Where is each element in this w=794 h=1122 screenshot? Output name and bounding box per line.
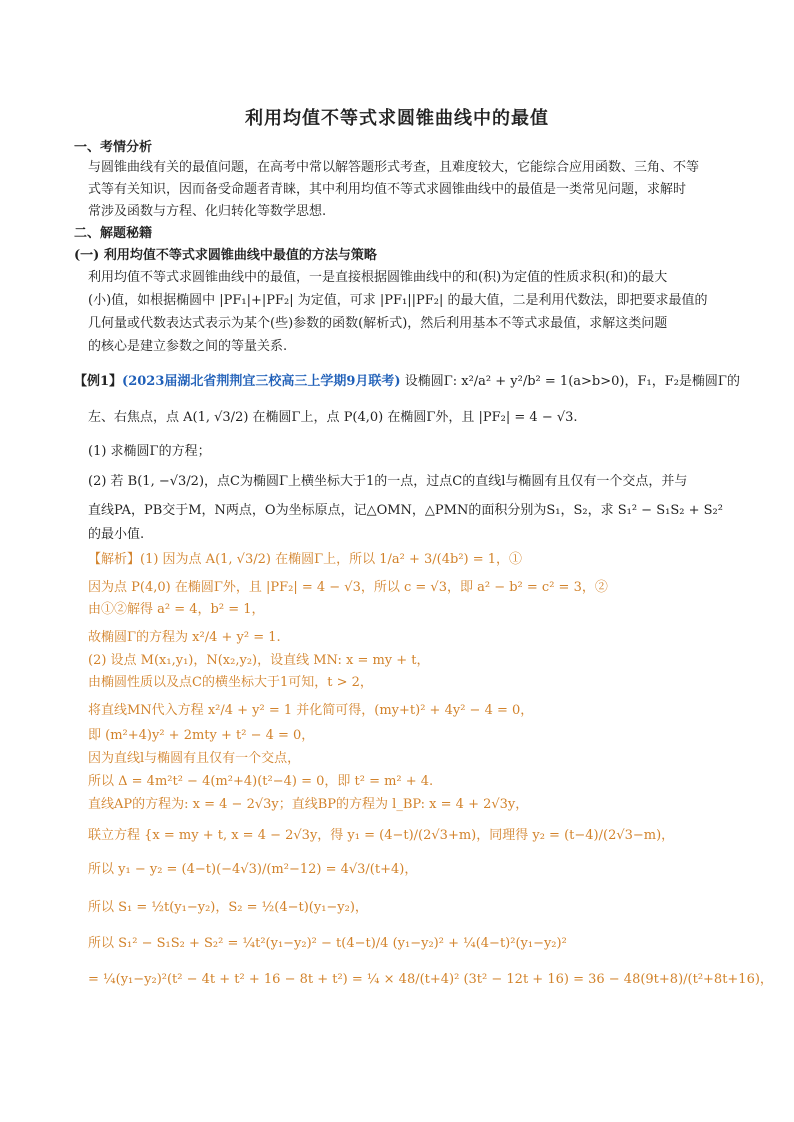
example-source: (2023届湖北省荆荆宜三校高三上学期9月联考) — [122, 374, 401, 389]
solution-line: (2) 设点 M(x₁,y₁)，N(x₂,y₂)，设直线 MN: x = my + t， — [88, 653, 430, 668]
example-1-question-2c: 的最小值. — [88, 527, 145, 542]
section-1-line-1: 与圆锥曲线有关的最值问题，在高考中常以解答题形式考查，且难度较大，它能综合应用函数、三角、不等 — [88, 160, 700, 175]
solution-line: 即 (m²+4)y² + 2mty + t² − 4 = 0， — [88, 728, 315, 743]
example-1-question-2b: 直线PA，PB交于M，N两点，O为坐标原点，记△OMN，△PMN的面积分别为S₁，S₂，求 S₁² − S₁S₂ + S₂² — [88, 503, 723, 518]
subsection-1-line-2: (小)值，如根据椭圆中 |PF₁|+|PF₂| 为定值，可求 |PF₁||PF₂| 的最大值，二是利用代数法，即把要求最值的 — [88, 293, 708, 308]
subsection-1-line-4: 的核心是建立参数之间的等量关系. — [88, 339, 288, 354]
example-1-header — [74, 374, 740, 390]
solution-line: 【解析】(1) 因为点 A(1, √3/2) 在椭圆Γ上，所以 1/a² + 3/(4b²) = 1，① — [88, 552, 523, 567]
solution-line: 所以 S₁ = ½t(y₁−y₂)，S₂ = ½(4−t)(y₁−y₂)， — [88, 900, 368, 915]
solution-line: 因为点 P(4,0) 在椭圆Γ外，且 |PF₂| = 4 − √3，所以 c = √3，即 a² − b² = c² = 3，② — [88, 580, 608, 595]
example-1-line-1: 设椭圆Γ: x²/a² + y²/b² = 1(a>b>0)，F₁，F₂是椭圆Γ的 — [404, 374, 740, 389]
section-1-heading: 一、考情分析 — [74, 140, 153, 155]
section-1-line-3: 常涉及函数与方程、化归转化等数学思想. — [88, 204, 327, 219]
example-label: 【例1】 — [74, 374, 123, 389]
solution-line: 所以 S₁² − S₁S₂ + S₂² = ¼t²(y₁−y₂)² − t(4−t)/4 (y₁−y₂)² + ¼(4−t)²(y₁−y₂)² — [88, 936, 567, 951]
solution-line: 因为直线l与椭圆有且仅有一个交点， — [88, 751, 301, 766]
solution-line: 直线AP的方程为: x = 4 − 2√3y；直线BP的方程为 l_BP: x = 4 + 2√3y， — [88, 797, 529, 812]
subsection-1-heading: (一) 利用均值不等式求圆锥曲线中最值的方法与策略 — [74, 248, 377, 263]
solution-line: = ¼(y₁−y₂)²(t² − 4t + t² + 16 − 8t + t²) = ¼ × 48/(t+4)² (3t² − 12t + 16) = 36 − 48(9t+8)/(t²+8t+16)， — [88, 972, 773, 987]
solution-line: 故椭圆Γ的方程为 x²/4 + y² = 1. — [88, 630, 281, 645]
solution-line: 所以 y₁ − y₂ = (4−t)(−4√3)/(m²−12) = 4√3/(t+4)， — [88, 862, 418, 877]
page-title: 利用均值不等式求圆锥曲线中的最值 — [245, 108, 549, 129]
section-1-line-2: 式等有关知识，因而备受命题者青睐，其中利用均值不等式求圆锥曲线中的最值是一类常见问题，求解时 — [88, 182, 687, 197]
subsection-1-line-3: 几何量或代数表达式表示为某个(些)参数的函数(解析式)，然后利用基本不等式求最值，求解这类问题 — [88, 316, 668, 331]
example-1-line-2: 左、右焦点，点 A(1, √3/2) 在椭圆Γ上，点 P(4,0) 在椭圆Γ外，且 |PF₂| = 4 − √3. — [88, 410, 578, 425]
solution-line: 所以 Δ = 4m²t² − 4(m²+4)(t²−4) = 0，即 t² = m² + 4. — [88, 774, 434, 789]
example-1-question-2a: (2) 若 B(1, −√3/2)，点C为椭圆Γ上横坐标大于1的一点，过点C的直线l与椭圆有且仅有一个交点，并与 — [88, 474, 688, 489]
solution-line: 由椭圆性质以及点C的横坐标大于1可知，t > 2， — [88, 675, 373, 690]
solution-line: 将直线MN代入方程 x²/4 + y² = 1 并化简可得，(my+t)² + 4y² − 4 = 0， — [88, 703, 534, 718]
solution-line: 联立方程 {x = my + t, x = 4 − 2√3y，得 y₁ = (4−t)/(2√3+m)，同理得 y₂ = (t−4)/(2√3−m)， — [88, 828, 675, 843]
section-2-heading: 二、解题秘籍 — [74, 226, 153, 241]
subsection-1-line-1: 利用均值不等式求圆锥曲线中的最值，一是直接根据圆锥曲线中的和(积)为定值的性质求积(和)的最大 — [88, 270, 668, 285]
solution-line: 由①②解得 a² = 4，b² = 1， — [88, 602, 265, 617]
example-1-question-1: (1) 求椭圆Γ的方程； — [88, 444, 211, 459]
